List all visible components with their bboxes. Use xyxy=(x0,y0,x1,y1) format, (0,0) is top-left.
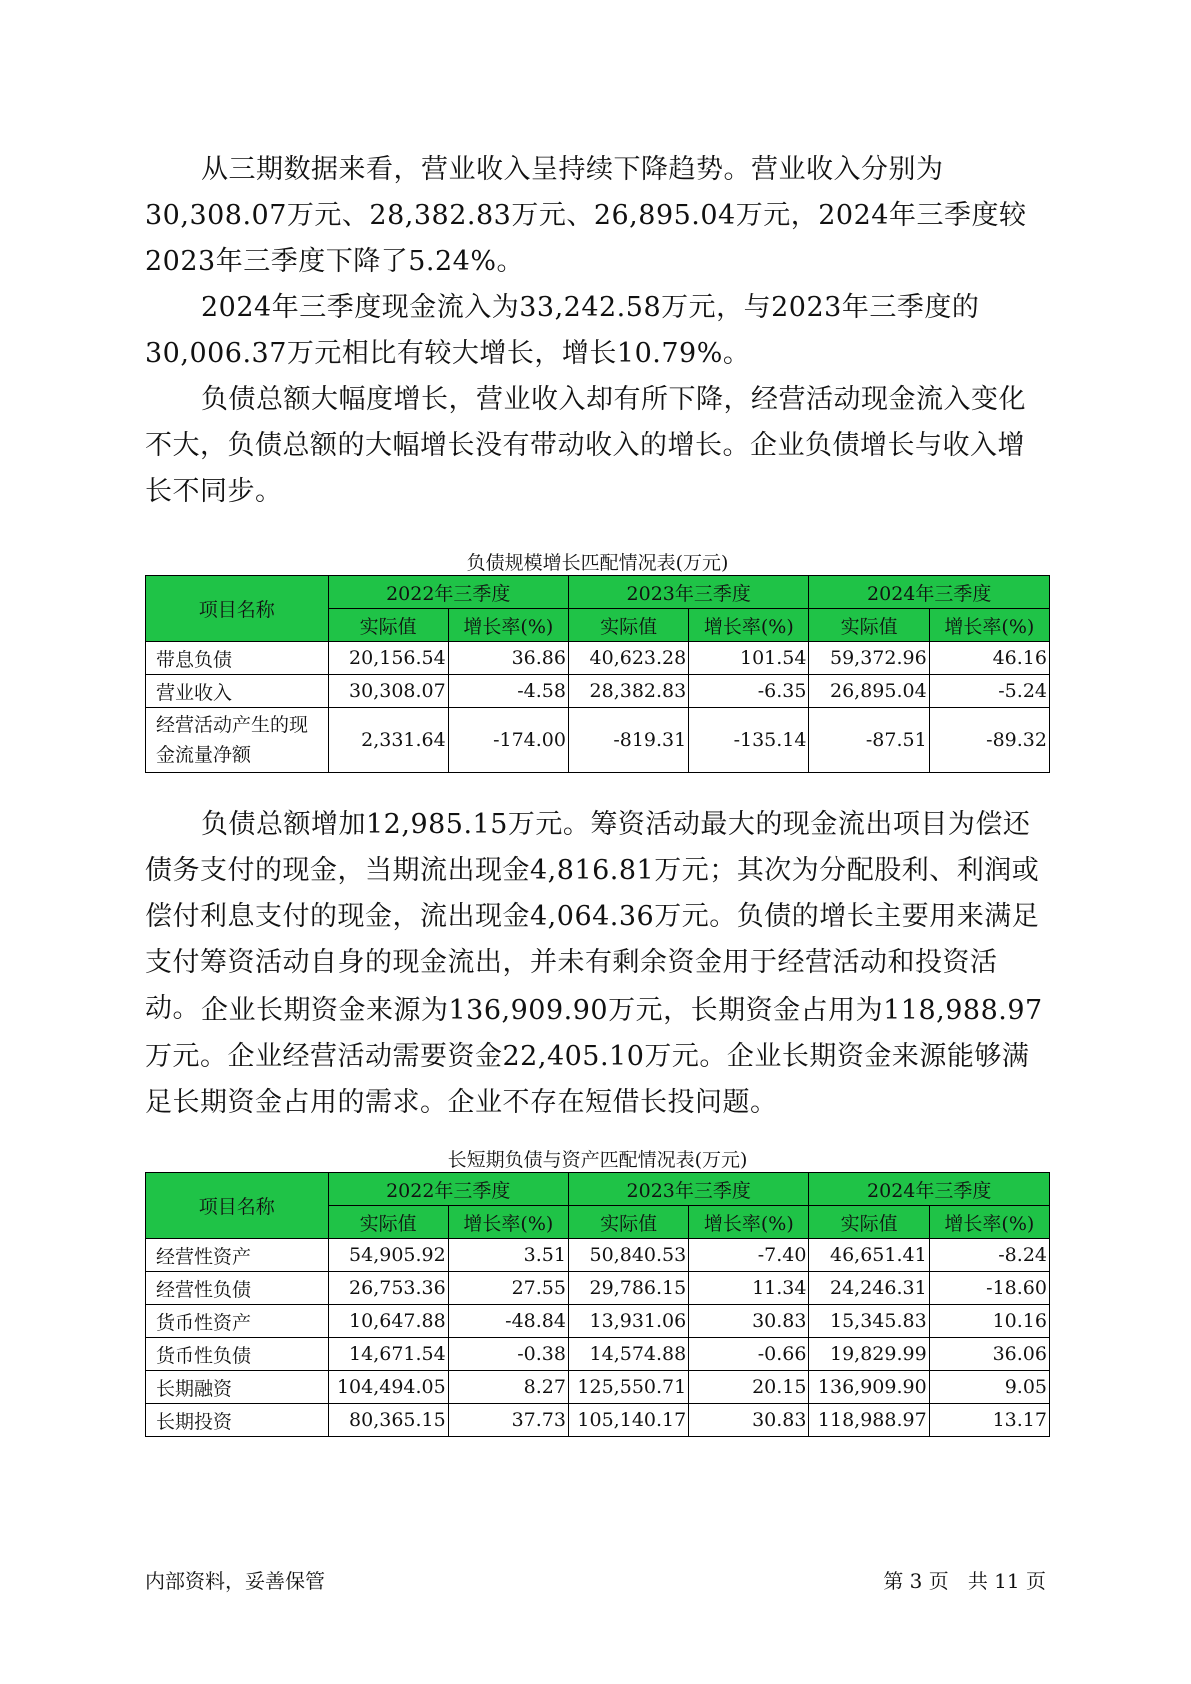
cell-value: 19,829.99 xyxy=(809,1338,929,1371)
cell-value: 30.83 xyxy=(689,1404,809,1437)
debt-scale-table xyxy=(145,575,1050,773)
sub-header: 实际值 xyxy=(568,609,688,642)
cell-value: 118,988.97 xyxy=(809,1404,929,1437)
cell-value: 8.27 xyxy=(448,1371,568,1404)
sub-header: 增长率(%) xyxy=(448,1206,568,1239)
period-header: 2023年三季度 xyxy=(568,1173,808,1206)
cell-value: 101.54 xyxy=(689,642,809,675)
table2-caption: 长短期负债与资产匹配情况表(万元) xyxy=(447,1149,748,1171)
cell-value: 80,365.15 xyxy=(328,1404,448,1437)
cell-value: 40,623.28 xyxy=(568,642,688,675)
cell-value: 54,905.92 xyxy=(328,1239,448,1272)
paragraph-cash-inflow: 2024年三季度现金流入为33,242.58万元，与2023年三季度的30,006.37万元相比有较大增长，增长10.79%。 xyxy=(145,292,980,369)
period-header: 2023年三季度 xyxy=(568,576,808,609)
long-short-matching-table xyxy=(145,1172,1050,1437)
cell-value: 13,931.06 xyxy=(568,1305,688,1338)
sub-header: 实际值 xyxy=(809,609,929,642)
period-header: 2022年三季度 xyxy=(328,1173,568,1206)
row-name: 经营性资产 xyxy=(146,1239,329,1272)
cell-value: 2,331.64 xyxy=(328,708,448,773)
table-row xyxy=(146,1338,1050,1371)
table1-caption: 负债规模增长匹配情况表(万元) xyxy=(466,552,729,574)
cell-value: 30,308.07 xyxy=(328,675,448,708)
cell-value: 14,671.54 xyxy=(328,1338,448,1371)
cell-value: -4.58 xyxy=(448,675,568,708)
row-name: 营业收入 xyxy=(146,675,329,708)
table-row xyxy=(146,1404,1050,1437)
period-header: 2024年三季度 xyxy=(809,1173,1050,1206)
sub-header: 实际值 xyxy=(328,1206,448,1239)
cell-value: 10.16 xyxy=(929,1305,1049,1338)
sub-header: 实际值 xyxy=(809,1206,929,1239)
cell-value: -6.35 xyxy=(689,675,809,708)
cell-value: 14,574.88 xyxy=(568,1338,688,1371)
item-name-header: 项目名称 xyxy=(146,576,329,642)
cell-value: 59,372.96 xyxy=(809,642,929,675)
cell-value: 36.86 xyxy=(448,642,568,675)
cell-value: 28,382.83 xyxy=(568,675,688,708)
cell-value: -7.40 xyxy=(689,1239,809,1272)
cell-value: -48.84 xyxy=(448,1305,568,1338)
cell-value: 37.73 xyxy=(448,1404,568,1437)
paragraph-revenue-trend: 从三期数据来看，营业收入呈持续下降趋势。营业收入分别为30,308.07万元、28,382.83万元、26,895.04万元，2024年三季度较2023年三季度下降了5.24%。 xyxy=(145,154,1027,277)
cell-value: 30.83 xyxy=(689,1305,809,1338)
sub-header: 增长率(%) xyxy=(929,609,1049,642)
row-name: 货币性资产 xyxy=(146,1305,329,1338)
sub-header: 增长率(%) xyxy=(929,1206,1049,1239)
row-name: 长期投资 xyxy=(146,1404,329,1437)
paragraph-long-term-funds: 企业长期资金来源为136,909.90万元，长期资金占用为118,988.97万元。企业经营活动需要资金22,405.10万元。企业长期资金来源能够满足长期资金占用的需求。企业不存在短借长投问题。 xyxy=(145,995,1043,1118)
table-row xyxy=(146,1272,1050,1305)
cell-value: 105,140.17 xyxy=(568,1404,688,1437)
sub-header: 增长率(%) xyxy=(689,1206,809,1239)
cell-value: 26,753.36 xyxy=(328,1272,448,1305)
cell-value: 13.17 xyxy=(929,1404,1049,1437)
row-name: 经营性负债 xyxy=(146,1272,329,1305)
table-row xyxy=(146,675,1050,708)
cell-value: 50,840.53 xyxy=(568,1239,688,1272)
cell-value: 136,909.90 xyxy=(809,1371,929,1404)
cell-value: 10,647.88 xyxy=(328,1305,448,1338)
cell-value: 36.06 xyxy=(929,1338,1049,1371)
cell-value: 15,345.83 xyxy=(809,1305,929,1338)
cell-value: -135.14 xyxy=(689,708,809,773)
cell-value: 125,550.71 xyxy=(568,1371,688,1404)
cell-value: 26,895.04 xyxy=(809,675,929,708)
row-name: 带息负债 xyxy=(146,642,329,675)
footer-confidential-note: 内部资料，妥善保管 xyxy=(145,1569,325,1593)
row-name: 长期融资 xyxy=(146,1371,329,1404)
cell-value: -18.60 xyxy=(929,1272,1049,1305)
sub-header: 实际值 xyxy=(328,609,448,642)
cell-value: 46.16 xyxy=(929,642,1049,675)
table-row xyxy=(146,1239,1050,1272)
table-row xyxy=(146,642,1050,675)
row-name: 经营活动产生的现金流量净额 xyxy=(146,708,329,773)
sub-header: 实际值 xyxy=(568,1206,688,1239)
table-row xyxy=(146,1371,1050,1404)
paragraph-financing-outflow: 负债总额增加12,985.15万元。筹资活动最大的现金流出项目为偿还债务支付的现金，当期流出现金4,816.81万元；其次为分配股利、利润或偿付利息支付的现金，流出现金4,064.36万元。负债的增长主要用来满足支付筹资活动自身的现金流出，并未有剩余资金用于经营活动和投资活动。 xyxy=(145,809,1040,1024)
item-name-header: 项目名称 xyxy=(146,1173,329,1239)
cell-value: 24,246.31 xyxy=(809,1272,929,1305)
cell-value: 27.55 xyxy=(448,1272,568,1305)
row-name: 货币性负债 xyxy=(146,1338,329,1371)
cell-value: -89.32 xyxy=(929,708,1049,773)
period-header: 2022年三季度 xyxy=(328,576,568,609)
cell-value: -819.31 xyxy=(568,708,688,773)
cell-value: -5.24 xyxy=(929,675,1049,708)
cell-value: -174.00 xyxy=(448,708,568,773)
footer-page-number: 第 3 页 共 11 页 xyxy=(883,1569,1046,1593)
cell-value: -0.38 xyxy=(448,1338,568,1371)
cell-value: 9.05 xyxy=(929,1371,1049,1404)
cell-value: 104,494.05 xyxy=(328,1371,448,1404)
table-row xyxy=(146,708,1050,773)
cell-value: 46,651.41 xyxy=(809,1239,929,1272)
cell-value: -8.24 xyxy=(929,1239,1049,1272)
sub-header: 增长率(%) xyxy=(448,609,568,642)
paragraph-debt-growth: 负债总额大幅度增长，营业收入却有所下降，经营活动现金流入变化不大，负债总额的大幅增长没有带动收入的增长。企业负债增长与收入增长不同步。 xyxy=(145,384,1026,507)
cell-value: 20,156.54 xyxy=(328,642,448,675)
cell-value: -87.51 xyxy=(809,708,929,773)
table-row xyxy=(146,1305,1050,1338)
cell-value: 3.51 xyxy=(448,1239,568,1272)
cell-value: 29,786.15 xyxy=(568,1272,688,1305)
period-header: 2024年三季度 xyxy=(809,576,1050,609)
cell-value: 20.15 xyxy=(689,1371,809,1404)
cell-value: 11.34 xyxy=(689,1272,809,1305)
sub-header: 增长率(%) xyxy=(689,609,809,642)
cell-value: -0.66 xyxy=(689,1338,809,1371)
